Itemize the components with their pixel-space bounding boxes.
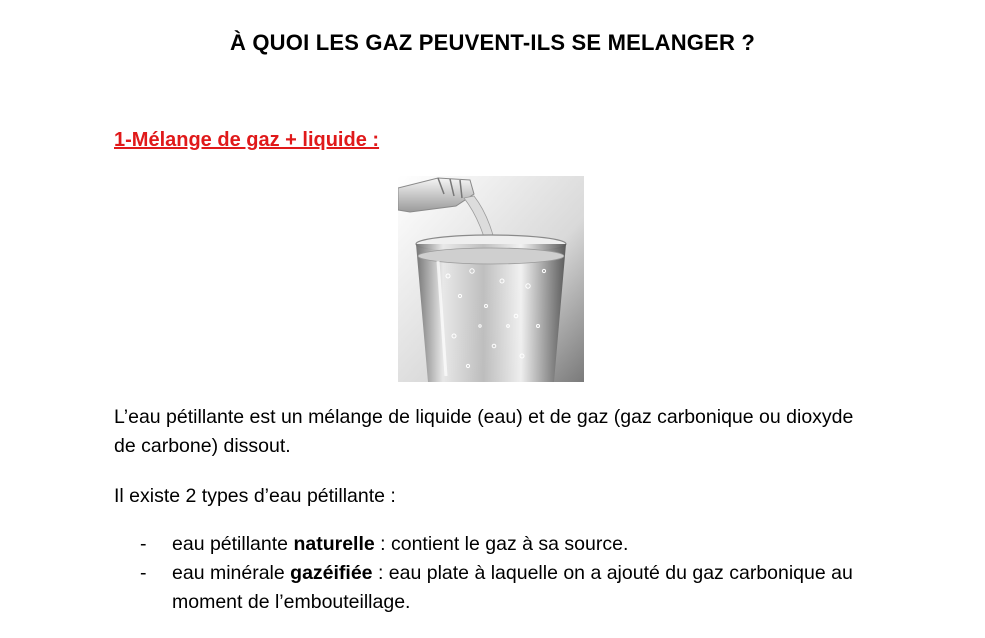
section-heading: 1-Mélange de gaz + liquide : <box>114 129 380 151</box>
types-list <box>140 530 900 617</box>
sparkling-water-photo <box>398 176 584 382</box>
list-item-text: : contient le gaz à sa source. <box>374 533 629 555</box>
list-item-text: eau pétillante <box>172 533 294 555</box>
list-item-text: eau minérale <box>172 562 291 584</box>
list-marker: - <box>140 533 147 555</box>
list-item <box>140 530 900 559</box>
list-item <box>140 559 900 617</box>
list-item-bold: naturelle <box>293 533 375 555</box>
intro-paragraph: L’eau pétillante est un mélange de liquide (eau) et de gaz (gaz carbonique ou dioxyde de carbone) dissout. <box>114 406 854 457</box>
types-paragraph: Il existe 2 types d’eau pétillante : <box>114 485 396 507</box>
list-item-text: : eau plate à laquelle on a ajouté du gaz carbonique au moment de l’embouteillage. <box>172 562 853 613</box>
page-title: À QUOI LES GAZ PEUVENT-ILS SE MELANGER ? <box>229 30 756 55</box>
list-marker: - <box>140 562 147 584</box>
list-item-bold: gazéifiée <box>290 562 373 584</box>
